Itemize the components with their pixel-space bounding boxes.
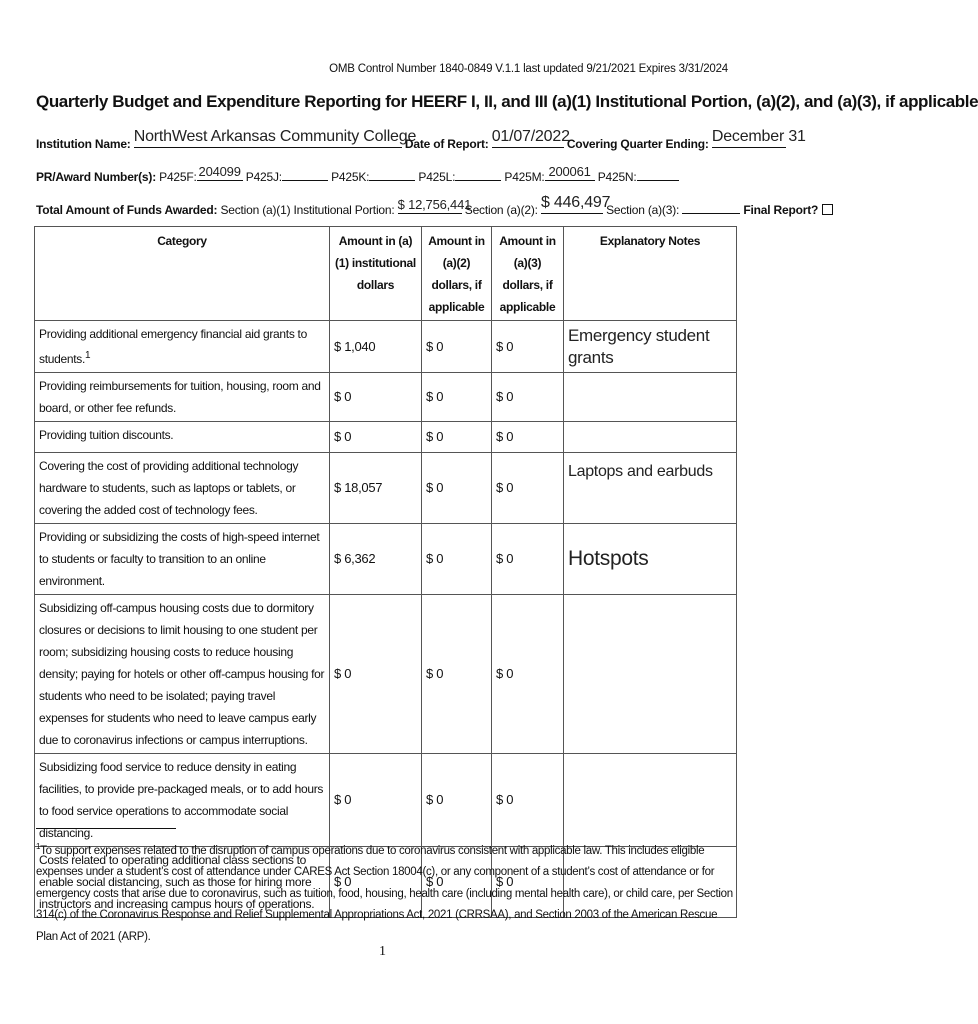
a2-amount[interactable]: $ 0 bbox=[422, 847, 492, 918]
p425f-label: P425F: bbox=[159, 170, 197, 184]
quarter-value: December 31 bbox=[711, 128, 806, 145]
footnote-ref: 1 bbox=[85, 350, 91, 361]
page-title: Quarterly Budget and Expenditure Reporting for HEERF I, II, and III (a)(1) Institutional Portion, (a)(2), and (a)(3), if applicable bbox=[36, 92, 978, 111]
p425m-field[interactable] bbox=[545, 164, 595, 181]
quarter-field[interactable] bbox=[711, 128, 806, 148]
date-label: Date of Report: bbox=[404, 137, 489, 151]
a2-label: Section (a)(2): bbox=[464, 203, 538, 217]
a3-amount[interactable]: $ 0 bbox=[492, 524, 564, 595]
category-cell: Costs related to operating additional class sections to enable social distancing, such as those for hiring more instructors and increasing campus hours of operations. bbox=[35, 847, 330, 918]
a1-amount[interactable]: $ 0 bbox=[330, 595, 422, 754]
total-label: Total Amount of Funds Awarded: bbox=[36, 203, 218, 217]
total-line bbox=[36, 194, 833, 217]
category-cell: Covering the cost of providing additional technology hardware to students, such as laptops or tablets, or covering the added cost of technology fees. bbox=[35, 453, 330, 524]
table-row bbox=[35, 453, 737, 524]
a2-total-value: $ 446,497 bbox=[540, 194, 611, 211]
header-a3: Amount in (a)(3) dollars, if applicable bbox=[492, 227, 564, 321]
explanatory-note[interactable] bbox=[564, 595, 737, 754]
category-cell: Providing additional emergency financial aid grants to students.$^1$ bbox=[35, 321, 330, 373]
a2-amount[interactable]: $ 0 bbox=[422, 754, 492, 847]
a1-amount[interactable]: $ 0 bbox=[330, 754, 422, 847]
a2-amount[interactable]: $ 0 bbox=[422, 321, 492, 373]
a2-amount[interactable]: $ 0 bbox=[422, 453, 492, 524]
table-row bbox=[35, 373, 737, 422]
p425m-label: P425M: bbox=[504, 170, 545, 184]
a3-amount[interactable]: $ 0 bbox=[492, 321, 564, 373]
award-label: PR/Award Number(s): bbox=[36, 170, 156, 184]
category-cell: Subsidizing off-campus housing costs due to dormitory closures or decisions to limit housing to one student per room; subsidizing housing costs to reduce housing density; paying for hotels or other off-campus housing for students who need to be isolated; paying travel expenses for students who need to leave campus early due to coronavirus infections or campus interruptions. bbox=[35, 595, 330, 754]
omb-control-number: OMB Control Number 1840-0849 V.1.1 last updated 9/21/2021 Expires 3/31/2024 bbox=[329, 63, 728, 75]
p425l-field[interactable] bbox=[455, 167, 501, 181]
footnote-text: To support expenses related to the disruption of campus operations due to coronavirus consistent with applicable law. This includes eligible expenses under a student’s cost of attendance under CARES Act Section 18004(c), or any component of a student’s cost of attendance or for emergency costs that arise due to coronavirus, such as tuition, food, housing, health care (including mental health care), or child care, per Section 314(c) of the Coronavirus Response and Relief Supplemental Appropriations Act, 2021 (CRRSAA), and Section 2003 of the American Rescue Plan Act of 2021 (ARP). bbox=[36, 844, 733, 943]
p425k-label: P425K: bbox=[331, 170, 370, 184]
a3-amount[interactable]: $ 0 bbox=[492, 373, 564, 422]
table-row bbox=[35, 321, 737, 373]
final-report-checkbox[interactable] bbox=[822, 204, 833, 215]
date-value: 01/07/2022 bbox=[491, 128, 570, 145]
a3-total-field[interactable] bbox=[682, 200, 740, 214]
table-row bbox=[35, 422, 737, 453]
header-category: Category bbox=[35, 227, 330, 321]
table-row bbox=[35, 524, 737, 595]
institution-field[interactable] bbox=[133, 128, 417, 148]
award-line bbox=[36, 164, 679, 184]
a2-total-field[interactable] bbox=[540, 194, 611, 214]
a1-amount[interactable]: $ 6,362 bbox=[330, 524, 422, 595]
p425k-field[interactable] bbox=[369, 167, 415, 181]
explanatory-note[interactable]: Hotspots bbox=[564, 524, 737, 595]
explanatory-note[interactable] bbox=[564, 373, 737, 422]
explanatory-note[interactable]: Emergency student grants bbox=[564, 321, 737, 373]
p425j-field[interactable] bbox=[282, 167, 328, 181]
header-a2: Amount in (a)(2) dollars, if applicable bbox=[422, 227, 492, 321]
a1-amount[interactable]: $ 0 bbox=[330, 373, 422, 422]
a1-amount[interactable]: $ 0 bbox=[330, 847, 422, 918]
a1-amount[interactable]: $ 0 bbox=[330, 422, 422, 453]
p425m-value: 200061 bbox=[548, 164, 591, 179]
a3-amount[interactable]: $ 0 bbox=[492, 453, 564, 524]
table-header-row bbox=[35, 227, 737, 321]
a3-amount[interactable]: $ 0 bbox=[492, 595, 564, 754]
header-a1: Amount in (a)(1) institutional dollars bbox=[330, 227, 422, 321]
a1-amount[interactable]: $ 1,040 bbox=[330, 321, 422, 373]
a2-amount[interactable]: $ 0 bbox=[422, 422, 492, 453]
footnote-marker: 1 bbox=[36, 842, 41, 851]
a2-amount[interactable]: $ 0 bbox=[422, 595, 492, 754]
a3-amount[interactable]: $ 0 bbox=[492, 422, 564, 453]
a2-amount[interactable]: $ 0 bbox=[422, 524, 492, 595]
category-cell: Providing tuition discounts. bbox=[35, 422, 330, 453]
institution-value: NorthWest Arkansas Community College bbox=[133, 128, 417, 145]
p425f-field[interactable] bbox=[197, 164, 243, 181]
explanatory-note[interactable] bbox=[564, 754, 737, 847]
a1-total-value: $ 12,756,441 bbox=[397, 197, 472, 212]
institution-line bbox=[36, 128, 806, 151]
table-row bbox=[35, 754, 737, 847]
table-row bbox=[35, 595, 737, 754]
header-notes: Explanatory Notes bbox=[564, 227, 737, 321]
quarter-label: Covering Quarter Ending: bbox=[566, 137, 709, 151]
date-field[interactable] bbox=[491, 128, 570, 148]
p425l-label: P425L: bbox=[418, 170, 456, 184]
a3-amount[interactable]: $ 0 bbox=[492, 847, 564, 918]
explanatory-note[interactable] bbox=[564, 422, 737, 453]
a3-amount[interactable]: $ 0 bbox=[492, 754, 564, 847]
category-cell: Subsidizing food service to reduce density in eating facilities, to provide pre-packaged meals, or to add hours to food service operations to accommodate social distancing. bbox=[35, 754, 330, 847]
category-cell: Providing or subsidizing the costs of high-speed internet to students or faculty to transition to an online environment. bbox=[35, 524, 330, 595]
a1-label: Section (a)(1) Institutional Portion: bbox=[220, 203, 395, 217]
a1-amount[interactable]: $ 18,057 bbox=[330, 453, 422, 524]
a3-label: Section (a)(3): bbox=[606, 203, 680, 217]
institution-label: Institution Name: bbox=[36, 137, 131, 151]
p425n-field[interactable] bbox=[637, 167, 679, 181]
p425f-value: 204099 bbox=[198, 164, 241, 179]
footnote bbox=[36, 836, 736, 948]
p425j-label: P425J: bbox=[245, 170, 282, 184]
footnote-divider bbox=[36, 828, 176, 829]
p425n-label: P425N: bbox=[597, 170, 637, 184]
expenditure-table bbox=[34, 226, 737, 918]
category-cell: Providing reimbursements for tuition, housing, room and board, or other fee refunds. bbox=[35, 373, 330, 422]
a2-amount[interactable]: $ 0 bbox=[422, 373, 492, 422]
a1-total-field[interactable] bbox=[397, 197, 472, 214]
final-report-label: Final Report? bbox=[743, 203, 819, 217]
explanatory-note[interactable]: Laptops and earbuds bbox=[564, 453, 737, 524]
page-number: 1 bbox=[379, 944, 386, 959]
